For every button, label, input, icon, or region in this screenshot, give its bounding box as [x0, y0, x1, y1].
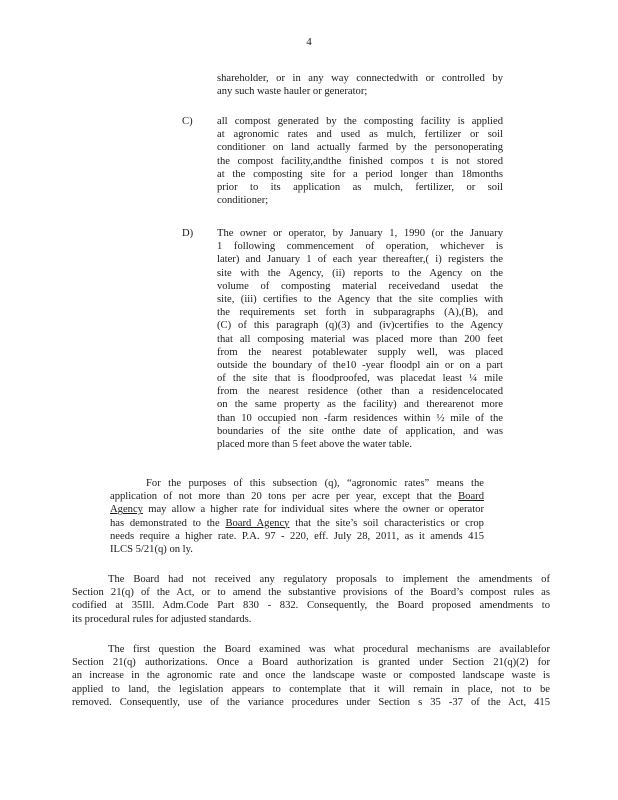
item-c-label: C): [182, 116, 193, 127]
text-span: may allow a higher rate for individual sites where the owner or operator: [148, 504, 484, 516]
text-line: the compost facility,andthe finished compos t is not stored: [217, 155, 503, 167]
text-span: application of not more than 20 tons per acre per year, except that the: [110, 491, 452, 503]
text-line: shareholder, or in any way connectedwith or controlled by: [217, 73, 503, 84]
text-line: The Board had not received any regulatory proposals to implement the amendments of: [108, 574, 550, 585]
text-line: its procedural rules for adjusted standards.: [72, 613, 252, 625]
text-span: has demonstrated to the: [110, 517, 220, 529]
text-line: later) and January 1 of each year thereafter,( i) registers the: [217, 254, 503, 266]
text-line: ILCS 5/21(q) on ly.: [110, 543, 193, 555]
item-d-text: [217, 227, 503, 451]
text-line: at the composting site for a period longer than 18months: [217, 168, 503, 180]
text-line: Section 21(q) of the Act, or to amend the substantive provisions of the Board’s compost rules as: [72, 587, 550, 599]
text-line: outside the boundary of the10 -year floodpl ain or on a part: [217, 359, 503, 371]
text-line: [110, 517, 484, 530]
item-d-label: D): [182, 228, 194, 239]
text-line: 1 following commencement of operation, whichever is: [217, 241, 503, 253]
text-line: Section 21(q) authorizations. Once a Board authorization is granted under Section 21(q)(2) for: [72, 657, 550, 669]
text-line: that all composing material was placed more than 200 feet: [217, 333, 503, 345]
text-line: conditioner;: [217, 195, 269, 207]
underlined-amendment: Board: [458, 491, 484, 503]
text-line: any such waste hauler or generator;: [217, 86, 368, 98]
item-c-text: [217, 115, 503, 207]
text-line: removed. Consequently, use of the variance procedures under Section s 35 -37 of the Act, 415: [72, 696, 550, 708]
text-span: that the site’s soil characteristics or crop: [295, 517, 484, 529]
text-line: volume of composting material receivedand usedat the: [217, 280, 503, 292]
text-line: from the nearest residence (other than a residencelocated: [217, 386, 503, 398]
continuation-text: [217, 72, 503, 98]
paragraph-first-question: [72, 643, 550, 709]
page-number: 4: [306, 36, 312, 48]
text-line: the requirements set forth in subparagraphs (A),(B), and: [217, 307, 503, 319]
text-line: site, (iii) certifies to the Agency that the site complies with: [217, 293, 503, 305]
text-line: site with the Agency, (ii) reports to the Agency on the: [217, 267, 503, 279]
text-line: (C) of this paragraph (q)(3) and (iv)certifies to the Agency: [217, 320, 503, 332]
text-line: applied to land, the legislation appears to contemplate that it will remain in place, not to be: [72, 683, 550, 695]
text-line: an increase in the agronomic rate and once the landscape waste or composted landscape waste is: [72, 670, 550, 682]
underlined-amendment: Agency: [110, 504, 143, 516]
text-line: prior to its application as mulch, fertilizer, or soil: [217, 181, 503, 193]
text-line: The owner or operator, by January 1, 1990 (or the January: [217, 228, 503, 239]
text-line: [110, 490, 484, 503]
purposes-paragraph: [110, 477, 484, 556]
text-line: For the purposes of this subsection (q), “agronomic rates” means the: [146, 478, 484, 489]
text-line: than 10 occupied non -farm residences within ½ mile of the: [217, 412, 503, 424]
text-line: all compost generated by the composting facility is applied: [217, 116, 503, 127]
text-line: codified at 35Ill. Adm.Code Part 830 - 832. Consequently, the Board proposed amendments to: [72, 600, 550, 612]
paragraph-board-proposals: [72, 573, 550, 626]
text-line: of the site that is floodproofed, was placedat least ¼ mile: [217, 373, 503, 385]
text-line: [110, 503, 484, 516]
text-line: on the same property as the facility) and therearenot more: [217, 399, 503, 411]
text-line: conditioner on land actually farmed by the personoperating: [217, 142, 503, 154]
text-line: boundaries of the site onthe date of application, and was: [217, 425, 503, 437]
text-line: needs require a higher rate. P.A. 97 - 220, eff. July 28, 2011, as it amends 415: [110, 530, 484, 542]
text-line: The first question the Board examined was what procedural mechanisms are availablefor: [108, 644, 550, 655]
text-line: at agronomic rates and used as mulch, fertilizer or soil: [217, 129, 503, 141]
text-line: from the nearest potablewater supply well, was placed: [217, 346, 503, 358]
underlined-amendment: Board Agency: [225, 517, 290, 529]
text-line: placed more than 5 feet above the water table.: [217, 439, 413, 450]
